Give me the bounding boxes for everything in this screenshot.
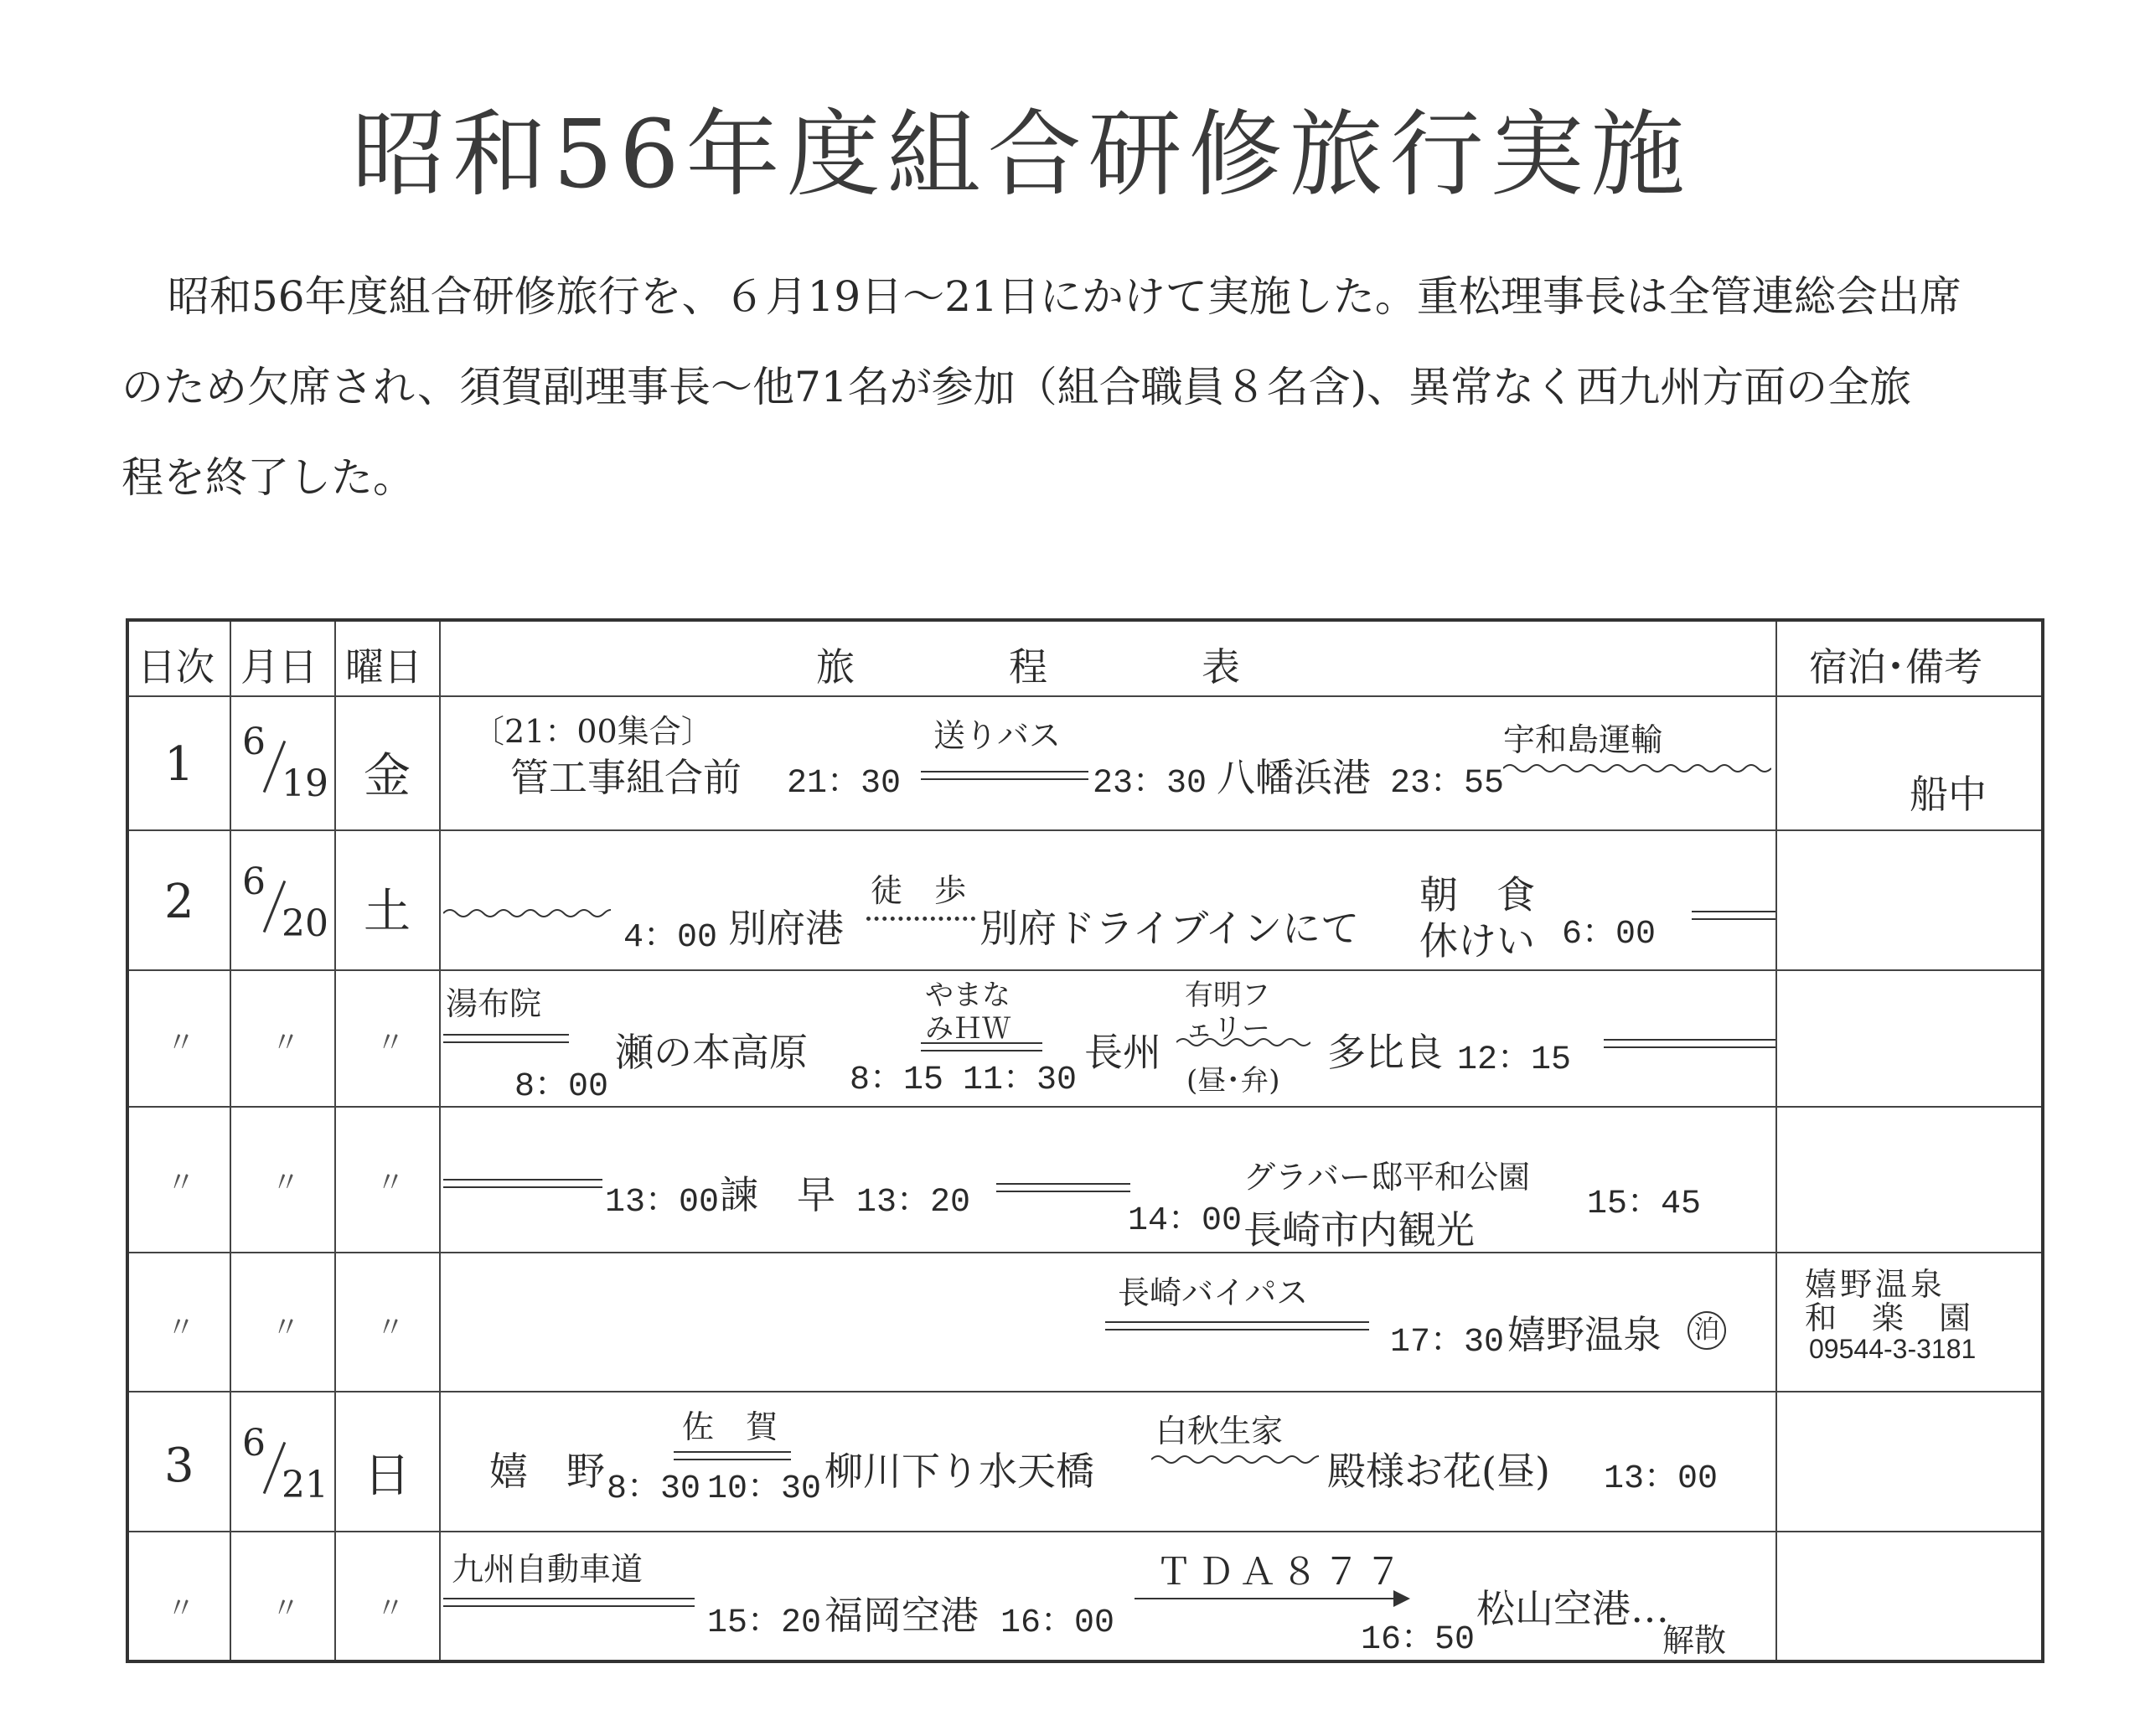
time: 8：15: [850, 1062, 944, 1099]
transport-label: 送りバス: [933, 717, 1062, 754]
time: 8：30: [607, 1470, 701, 1508]
intro-paragraph: [121, 251, 2049, 523]
intro-line: 程を終了した。: [121, 453, 415, 502]
stop-name: 別府港: [728, 906, 844, 951]
date-day: 20: [282, 902, 328, 945]
transport-label: 白秋生家: [1155, 1413, 1284, 1449]
time: 4：00: [623, 919, 718, 957]
stop-name: 瀬の本高原: [615, 1030, 808, 1075]
ditto-mark: 〃: [167, 1166, 195, 1200]
itinerary-table: [126, 618, 2044, 1663]
stop-name: 嬉 野: [489, 1449, 605, 1494]
stop-name: 諫 早: [720, 1172, 835, 1217]
overnight-mark: [1688, 1305, 1726, 1350]
time: 8：00: [514, 1068, 609, 1106]
time: 21：30: [787, 765, 902, 803]
date-cell: [238, 860, 330, 953]
time: 12：15: [1457, 1041, 1572, 1079]
ferry-line: [1176, 1034, 1310, 1051]
stop-name: 管工事組合前: [510, 755, 742, 800]
ditto-mark: 〃: [376, 1311, 405, 1345]
overnight-badge: 泊: [1688, 1311, 1726, 1350]
stop-name: 多比良: [1327, 1030, 1443, 1075]
stop-name: 松山空港…: [1476, 1586, 1669, 1631]
time: 13：00: [605, 1184, 720, 1222]
ditto-mark: 〃: [167, 1026, 195, 1060]
ditto-mark: 〃: [271, 1311, 300, 1345]
ditto-mark: 〃: [271, 1026, 300, 1060]
ditto-mark: 〃: [376, 1166, 405, 1200]
time: 23：30: [1093, 765, 1207, 803]
stop-name: 殿様お花(昼): [1327, 1449, 1550, 1494]
activity: 長崎市内観光: [1243, 1207, 1475, 1253]
assembly-note: 〔21：00集合〕: [473, 713, 713, 750]
hotel-name: 嬉野温泉: [1805, 1266, 1946, 1303]
stop-name: 嬉野温泉: [1507, 1312, 1662, 1357]
transport-label: 長崎バイパス: [1118, 1274, 1309, 1311]
transport-label: 佐 賀: [682, 1408, 778, 1445]
time: 13：20: [856, 1184, 971, 1222]
weekday: 土: [364, 885, 411, 939]
intro-line: 昭和56年度組合研修旅行を、６月19日～21日にかけて実施した。重松理事長は全管連総会出席: [168, 272, 1962, 321]
weekday: 日: [364, 1449, 411, 1503]
stop-name: 柳川下り水天橋: [824, 1449, 1094, 1494]
flight-number: ＴＤＡ８７７: [1155, 1552, 1407, 1593]
stop-name: 八幡浜港: [1217, 755, 1371, 800]
dismissal-note: 解散: [1662, 1622, 1727, 1659]
activity: 朝 食: [1419, 872, 1535, 917]
ditto-mark: 〃: [271, 1166, 300, 1200]
activity: 休けい: [1419, 918, 1535, 964]
stop-name: 別府ドライブインにて: [979, 906, 1360, 951]
lodging-note: 船中: [1910, 772, 1987, 817]
time: 6：00: [1562, 916, 1657, 953]
stop-name: 長州: [1084, 1030, 1161, 1075]
time: 11：30: [963, 1062, 1078, 1099]
transport-label: 九州自動車道: [452, 1551, 644, 1588]
ditto-mark: 〃: [376, 1026, 405, 1060]
transport-label: やまな: [925, 979, 1010, 1012]
ditto-mark: 〃: [167, 1311, 195, 1345]
time: 15：45: [1587, 1186, 1702, 1223]
intro-line: のため欠席され、須賀副理事長～他71名が参加（組合職員８名含)、異常なく西九州方面の全旅: [121, 363, 1912, 411]
date-day: 21: [282, 1464, 328, 1506]
header-notes: 宿泊･備考: [1809, 644, 1982, 690]
ditto-mark: 〃: [271, 1592, 300, 1625]
ferry-line: [1503, 760, 1771, 777]
day-number: 3: [164, 1439, 194, 1493]
weekday: 金: [364, 749, 411, 803]
transport-label: みＨＷ: [925, 1012, 1010, 1046]
time: 15：20: [707, 1604, 822, 1642]
flight-arrow: [1135, 1598, 1407, 1599]
date-cell: [238, 1422, 330, 1514]
boat-line: [1151, 1451, 1319, 1468]
header-weekday: 曜日: [345, 644, 422, 690]
stop-name: 湯布院: [446, 985, 542, 1022]
day-number: 1: [164, 737, 194, 792]
time: 16：50: [1361, 1621, 1476, 1659]
date-month: 6: [242, 721, 266, 763]
time: 23：55: [1390, 765, 1505, 803]
time: 10：30: [707, 1470, 822, 1508]
date-cell: [238, 721, 330, 813]
ditto-mark: 〃: [376, 1592, 405, 1625]
activity: グラバー邸平和公園: [1243, 1159, 1531, 1196]
transport-label: 宇和島運輸: [1503, 721, 1663, 758]
date-month: 6: [242, 1422, 266, 1465]
day-number: 2: [164, 875, 194, 929]
ditto-mark: 〃: [167, 1592, 195, 1625]
hotel-phone: 09544-3-3181: [1809, 1334, 1977, 1364]
meal-note: (昼･弁): [1186, 1064, 1280, 1098]
time: 16：00: [1000, 1604, 1115, 1642]
header-itinerary: 旅 程 表: [816, 644, 1240, 690]
time: 13：00: [1604, 1460, 1719, 1498]
time: 14：00: [1128, 1202, 1243, 1240]
transport-label: ェリー: [1185, 1012, 1270, 1046]
page-title: 昭和56年度組合研修旅行実施: [352, 101, 1692, 209]
ferry-line: [443, 905, 611, 922]
header-date: 月日: [240, 644, 318, 690]
transport-label: 有明フ: [1185, 979, 1270, 1012]
date-month: 6: [242, 860, 266, 903]
stop-name: 福岡空港: [824, 1593, 979, 1638]
header-day: 日次: [137, 644, 214, 690]
time: 17：30: [1390, 1324, 1505, 1361]
hotel-name: 和 楽 園: [1805, 1299, 1973, 1336]
date-day: 19: [282, 762, 328, 805]
transport-label: 徒 歩: [871, 872, 967, 909]
